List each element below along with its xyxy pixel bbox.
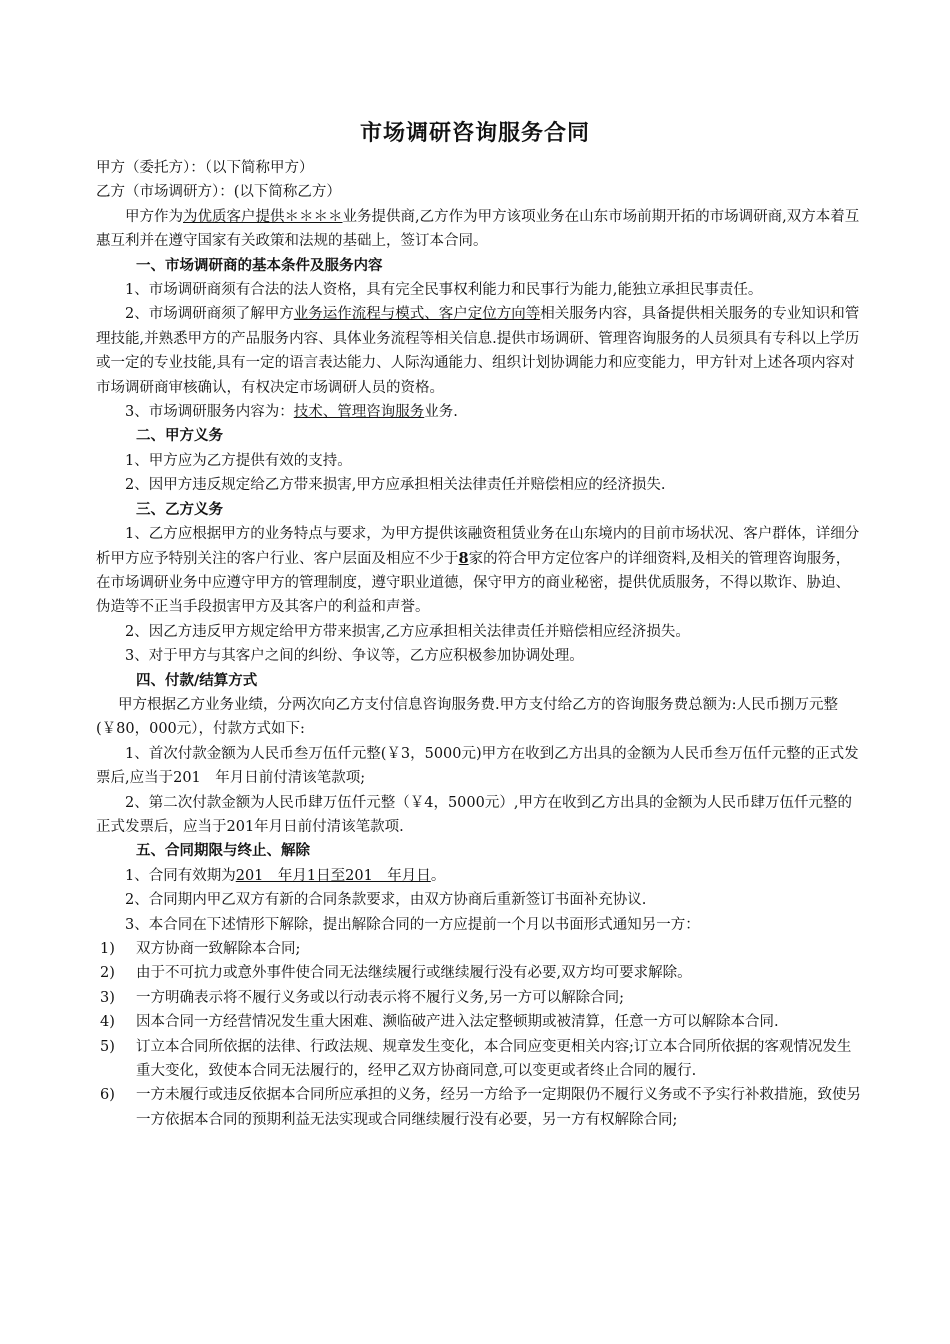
section-1-item-2-pre: 2、市场调研商须了解甲方 — [125, 306, 294, 323]
termination-item-number: 2) — [100, 965, 115, 982]
termination-item — [96, 1083, 861, 1132]
section-1-item-2-post: 相关服务内容，具备提供相关服务的专业知识和管理技能,并熟悉甲方的产品服务内容、具体业务流程等相关信息.提供市场调研、管理咨询服务的人员须具有专科以上学历或一定的专业技能,具有一定的语言表达能力、人际沟通能力、组织计划协调能力和应变能力，甲方针对上述各项内容对市场调研商审核确认，有权决定市场调研人员的资格。 — [96, 306, 860, 396]
termination-item-text: 由于不可抗力或意外事件使合同无法继续履行或继续履行没有必要,双方均可要求解除。 — [136, 965, 692, 982]
section-4-item-2: 2、第二次付款金额为人民币肆万伍仟元整（￥4，5000元）,甲方在收到乙方出具的金额为人民币肆万伍仟元整的正式发票后，应当于201年月日前付清该笔款项. — [96, 794, 852, 835]
termination-item-text: 一方明确表示将不履行义务或以行动表示将不履行义务,另一方可以解除合同; — [136, 989, 624, 1006]
section-1-item-2 — [96, 302, 861, 400]
section-3-item-1-post: 家的符合甲方定位客户的详细资料,及相关的管理咨询服务，在市场调研业务中应遵守甲方的管理制度，遵守职业道德，保守甲方的商业秘密，提供优质服务，不得以欺诈、胁迫、伪造等不正当手段损害甲方及其客户的利益和声誉。 — [96, 550, 851, 616]
section-3-item-2: 2、因乙方违反甲方规定给甲方带来损害,乙方应承担相关法律责任并赔偿相应经济损失。 — [125, 623, 690, 640]
section-2-item-1: 1、甲方应为乙方提供有效的支持。 — [125, 452, 352, 469]
section-1-item-3 — [96, 400, 861, 424]
termination-item — [96, 986, 861, 1010]
intro-pre: 甲方作为 — [125, 208, 183, 225]
section-3-item-1 — [96, 522, 861, 620]
termination-item-text: 因本合同一方经营情况发生重大困难、濒临破产进入法定整顿期或被清算，任意一方可以解除本合同. — [136, 1014, 779, 1031]
section-5-item-1 — [96, 864, 861, 888]
section-1-item-2-underlined: 业务运作流程与模式、客户定位方向等 — [293, 306, 541, 323]
section-3-item-3: 3、对于甲方与其客户之间的纠纷、争议等，乙方应积极参加协调处理。 — [125, 648, 584, 665]
termination-item — [96, 937, 861, 961]
section-3-item-1-number: 8 — [458, 549, 469, 567]
section-1-item-3-pre: 3、市场调研服务内容为： — [125, 404, 294, 421]
contract-body — [96, 156, 861, 1132]
party-a-line: 甲方（委托方）：（以下简称甲方） — [96, 160, 314, 176]
termination-item-number: 5) — [100, 1038, 115, 1055]
termination-item-text: 双方协商一致解除本合同; — [136, 941, 301, 957]
termination-item-number: 4) — [100, 1014, 115, 1031]
termination-item-number: 1) — [100, 941, 115, 957]
section-1-item-3-underlined: 技术、管理咨询服务 — [293, 404, 425, 421]
termination-item-text: 订立本合同所依据的法律、行政法规、规章发生变化，本合同应变更相关内容;订立本合同所依据的客观情况发生重大变化，致使本合同无法履行的，经甲乙双方协商同意,可以变更或者终止合同的履行. — [136, 1038, 852, 1080]
termination-item-text: 一方未履行或违反依据本合同所应承担的义务，经另一方给予一定期限仍不履行义务或不予实行补救措施，致使另一方依据本合同的预期利益无法实现或合同继续履行没有必要，另一方有权解除合同; — [136, 1087, 861, 1128]
section-1-item-3-post: 业务. — [424, 404, 458, 421]
termination-item-number: 3) — [100, 989, 115, 1006]
section-5-item-2: 2、合同期内甲乙双方有新的合同条款要求，由双方协商后重新签订书面补充协议. — [125, 892, 647, 909]
section-2-heading: 二、甲方义务 — [136, 428, 223, 445]
section-5-item-1-underlined: 201 年月1日至201 年月日 — [235, 867, 431, 884]
section-4-heading: 四、付款/结算方式 — [136, 672, 258, 689]
section-5-item-1-post: 。 — [430, 867, 446, 884]
party-b-line: 乙方（市场调研方）：(以下简称乙方） — [96, 184, 341, 201]
termination-item — [96, 1010, 861, 1034]
intro-paragraph — [96, 205, 861, 254]
intro-post: 业务提供商,乙方作为甲方该项业务在山东市场前期开拓的市场调研商,双方本着互惠互利并在遵守国家有关政策和法规的基础上，签订本合同。 — [96, 208, 860, 250]
section-5-heading: 五、合同期限与终止、解除 — [136, 843, 310, 860]
section-5-item-1-pre: 1、合同有效期为 — [125, 867, 236, 884]
section-4-intro: 甲方根据乙方业务业绩，分两次向乙方支付信息咨询服务费.甲方支付给乙方的咨询服务费总额为:人民币捌万元整(￥80，000元），付款方式如下: — [96, 696, 838, 738]
page-title: 市场调研咨询服务合同 — [359, 121, 590, 146]
section-3-heading: 三、乙方义务 — [136, 501, 223, 518]
section-3-item-1-pre: 1、乙方应根据甲方的业务特点与要求，为甲方提供该融资租赁业务在山东境内的目前市场状况、客户群体，详细分析甲方应予特别关注的客户行业、客户层面及相应不少于 — [96, 526, 860, 567]
section-5-item-3: 3、本合同在下述情形下解除，提出解除合同的一方应提前一个月以书面形式通知另一方： — [125, 916, 700, 933]
section-2-item-2: 2、因甲方违反规定给乙方带来损害,甲方应承担相关法律责任并赔偿相应的经济损失. — [125, 477, 666, 494]
intro-underlined: 为优质客户提供＊＊＊＊ — [183, 208, 343, 225]
termination-item — [96, 1035, 861, 1084]
termination-item — [96, 961, 861, 985]
termination-item-number: 6) — [100, 1087, 115, 1104]
section-1-item-1: 1、市场调研商须有合法的法人资格，具有完全民事权利能力和民事行为能力,能独立承担民事责任。 — [125, 282, 763, 299]
section-4-item-1: 1、首次付款金额为人民币叁万伍仟元整(￥3，5000元)甲方在收到乙方出具的金额为人民币叁万伍仟元整的正式发票后,应当于201 年月日前付清该笔款项; — [96, 745, 859, 787]
section-1-heading: 一、市场调研商的基本条件及服务内容 — [136, 257, 383, 274]
